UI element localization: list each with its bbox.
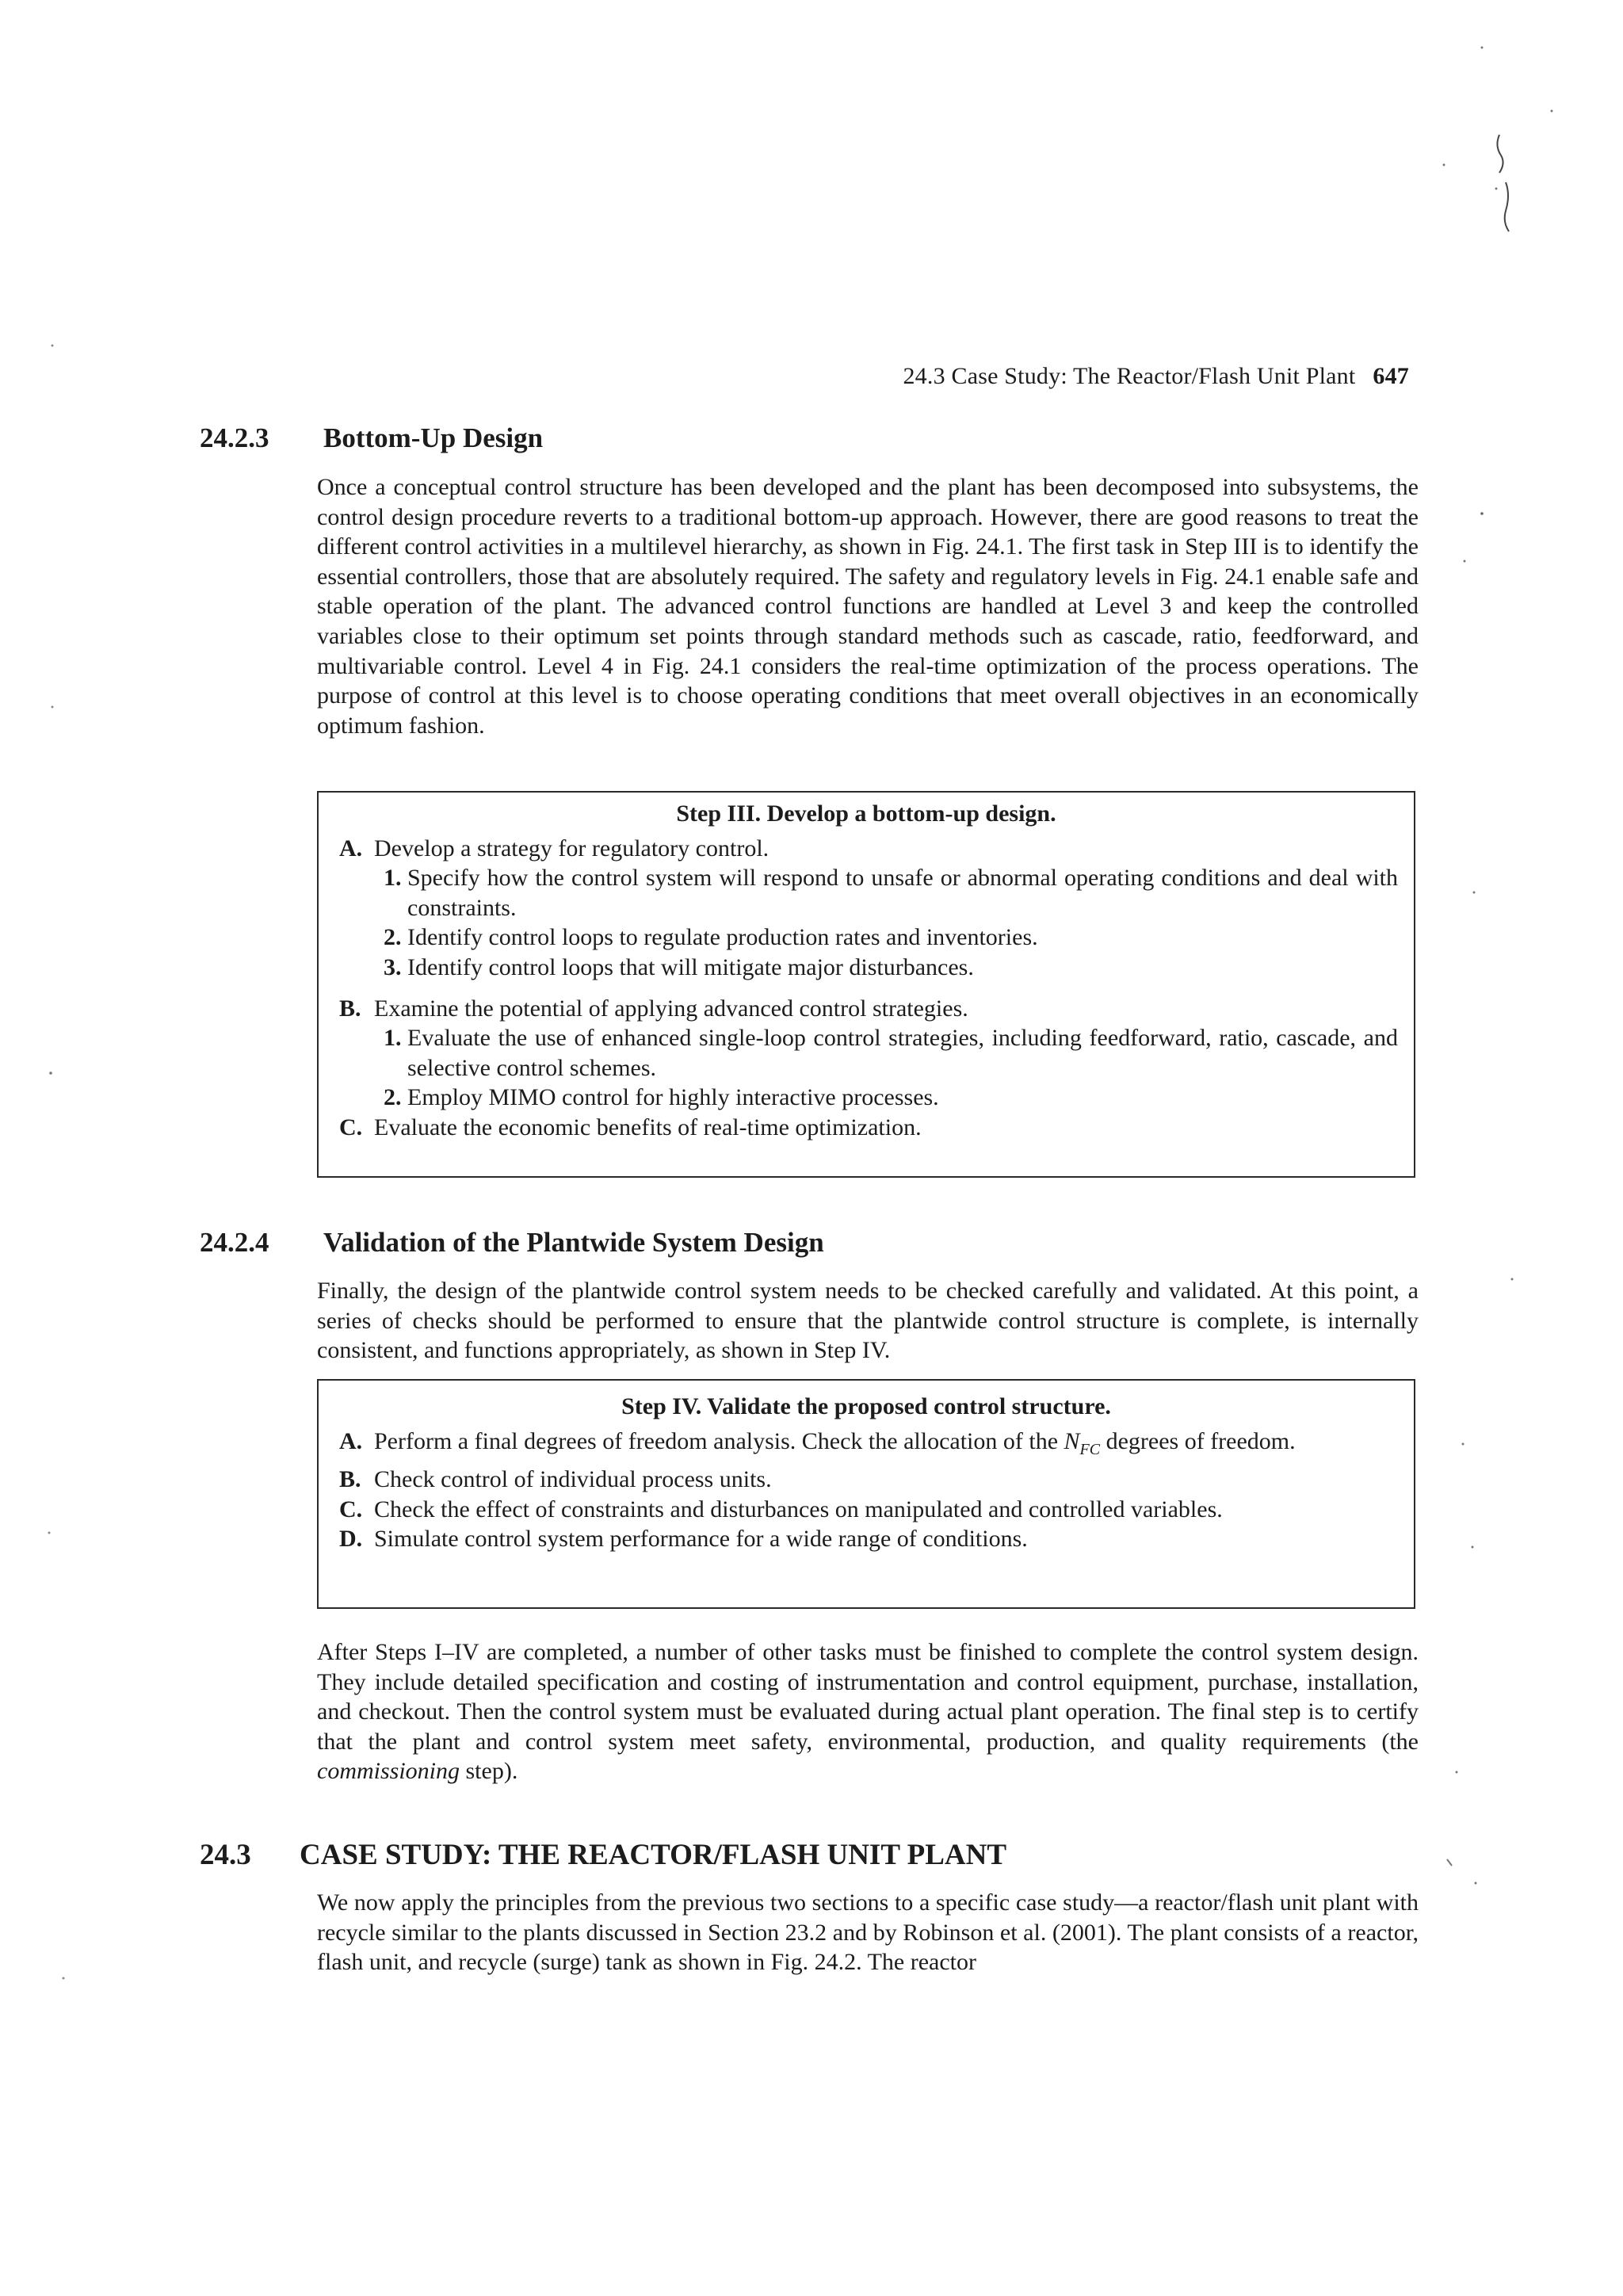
step-iv-title: Step IV. Validate the proposed control structure. (621, 1393, 1111, 1419)
item-text-before: Perform a final degrees of freedom analysis. Check the allocation of the (374, 1427, 1064, 1454)
section-title: CASE STUDY: THE REACTOR/FLASH UNIT PLANT (300, 1839, 1006, 1871)
section-number: 24.3 (200, 1839, 251, 1871)
step-iii-item-a (319, 834, 1414, 864)
step-iii-item-a2 (319, 923, 1414, 953)
item-label: A. (339, 1427, 363, 1454)
item-text: Develop a strategy for regulatory control. (374, 835, 769, 861)
step-iv-item-d (319, 1524, 1414, 1554)
section-heading-24-2-4 (200, 1227, 824, 1259)
paragraph-after-steps (317, 1637, 1419, 1786)
section-heading-24-3 (200, 1838, 1006, 1872)
paragraph-validation: Finally, the design of the plantwide control system needs to be checked carefully and validated. At this point, a series of checks should be performed to ensure that the plantwide control structure is complete, is internally consistent, and functions appropriately, as shown in Step IV. (317, 1278, 1419, 1364)
section-heading-24-2-3 (200, 422, 543, 454)
step-iii-title: Step III. Develop a bottom-up design. (676, 800, 1056, 827)
item-label: 3. (384, 953, 402, 980)
item-text: Check the effect of constraints and disturbances on manipulated and controlled variables. (374, 1496, 1223, 1522)
item-text: Identify control loops to regulate production rates and inventories. (407, 924, 1038, 951)
running-header (317, 363, 1409, 390)
step-iv-item-c (319, 1495, 1414, 1525)
step-iii-item-c (319, 1113, 1414, 1143)
italic-term: commissioning (317, 1758, 460, 1785)
item-text: Check control of individual process units. (374, 1466, 772, 1493)
section-title: Validation of the Plantwide System Design (323, 1227, 824, 1258)
item-label: B. (339, 995, 361, 1022)
page-number: 647 (1373, 363, 1409, 389)
item-label: 2. (384, 924, 402, 951)
item-label: 2. (384, 1084, 402, 1111)
item-label: 1. (384, 1025, 402, 1052)
text-before: After Steps I–IV are completed, a number of other tasks must be finished to complete the control system design. They include detailed specification and costing of instrumentation and control equipment, purchase, installation, and checkout. Then the control system must be evaluated during actual plant operation. The final step is to certify that the plant and control system meet safety, environmental, production, and quality requirements (the (317, 1639, 1419, 1755)
section-number: 24.2.3 (200, 422, 269, 453)
step-iii-box (317, 791, 1415, 1178)
item-text: Examine the potential of applying advanced control strategies. (374, 995, 968, 1022)
step-iv-box (317, 1379, 1415, 1609)
text-after: step). (460, 1758, 518, 1785)
step-iii-item-b1 (319, 1023, 1414, 1083)
variable-nfc (1064, 1427, 1101, 1458)
variable-subscript: FC (1079, 1440, 1101, 1458)
step-iii-item-b2 (319, 1083, 1414, 1113)
item-text: Evaluate the use of enhanced single-loop control strategies, including feedforward, ratio, cascade, and selective control schemes. (407, 1025, 1398, 1081)
variable-symbol: N (1064, 1427, 1080, 1454)
item-text-after: degrees of freedom. (1100, 1427, 1296, 1454)
item-label: A. (339, 835, 363, 861)
item-text: Simulate control system performance for a wide range of conditions. (374, 1526, 1028, 1553)
step-iii-item-a3 (319, 953, 1414, 983)
item-label: 1. (384, 865, 402, 892)
item-label: B. (339, 1466, 361, 1493)
step-iv-item-a (319, 1427, 1414, 1465)
item-text: Specify how the control system will respond to unsafe or abnormal operating conditions and deal with constraints. (407, 865, 1398, 921)
item-label: C. (339, 1496, 363, 1522)
running-title: 24.3 Case Study: The Reactor/Flash Unit Plant (903, 363, 1356, 389)
step-iv-item-b (319, 1465, 1414, 1495)
step-iii-item-b (319, 994, 1414, 1024)
item-text: Identify control loops that will mitigate major disturbances. (407, 953, 974, 980)
paragraph-bottom-up: Once a conceptual control structure has been developed and the plant has been decomposed into subsystems, the control design procedure reverts to a traditional bottom-up approach. However, there are good reasons to treat the different control activities in a multilevel hierarchy, as shown in Fig. 24.1. The first task in Step III is to identify the essential controllers, those that are absolutely required. The safety and regulatory levels in Fig. 24.1 enable safe and stable operation of the plant. The advanced control functions are handled at Level 3 and keep the controlled variables close to their optimum set points through standard methods such as cascade, ratio, feedforward, and multivariable control. Level 4 in Fig. 24.1 considers the real-time optimization of the process operations. The purpose of control at this level is to choose operating conditions that meet overall objectives in an economically optimum fashion. (317, 474, 1419, 739)
section-number: 24.2.4 (200, 1227, 269, 1258)
item-text: Employ MIMO control for highly interactive processes. (407, 1084, 939, 1111)
section-title: Bottom-Up Design (323, 422, 544, 453)
step-iii-item-a1 (319, 863, 1414, 923)
item-label: D. (339, 1526, 363, 1553)
paragraph-case-study: We now apply the principles from the previous two sections to a specific case study—a reactor/flash unit plant with recycle similar to the plants discussed in Section 23.2 and by Robinson et al. (2001). The plant consists of a reactor, flash unit, and recycle (surge) tank as shown in Fig. 24.2. The reactor (317, 1889, 1419, 1976)
item-label: C. (339, 1114, 363, 1140)
item-text: Evaluate the economic benefits of real-time optimization. (374, 1114, 922, 1140)
